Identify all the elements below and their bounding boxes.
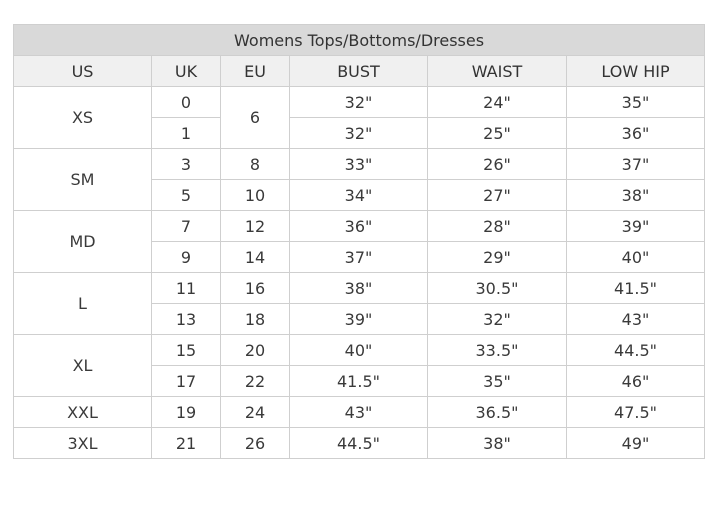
waist-cell: 35" — [428, 366, 567, 397]
bust-cell: 44.5" — [290, 428, 428, 459]
eu-size-cell: 6 — [221, 87, 290, 149]
low-hip-cell: 38" — [567, 180, 705, 211]
title-row — [14, 25, 705, 56]
us-size-cell: L — [14, 273, 152, 335]
eu-size-cell: 8 — [221, 149, 290, 180]
column-header-eu: EU — [221, 56, 290, 87]
uk-size-cell: 7 — [152, 211, 221, 242]
waist-cell: 25" — [428, 118, 567, 149]
uk-size-cell: 3 — [152, 149, 221, 180]
eu-size-cell: 22 — [221, 366, 290, 397]
table-title: Womens Tops/Bottoms/Dresses — [14, 25, 705, 56]
bust-cell: 32" — [290, 87, 428, 118]
bust-cell: 32" — [290, 118, 428, 149]
eu-size-cell: 10 — [221, 180, 290, 211]
uk-size-cell: 13 — [152, 304, 221, 335]
bust-cell: 40" — [290, 335, 428, 366]
waist-cell: 26" — [428, 149, 567, 180]
bust-cell: 43" — [290, 397, 428, 428]
eu-size-cell: 26 — [221, 428, 290, 459]
bust-cell: 34" — [290, 180, 428, 211]
bust-cell: 37" — [290, 242, 428, 273]
uk-size-cell: 9 — [152, 242, 221, 273]
low-hip-cell: 36" — [567, 118, 705, 149]
low-hip-cell: 44.5" — [567, 335, 705, 366]
low-hip-cell: 39" — [567, 211, 705, 242]
eu-size-cell: 12 — [221, 211, 290, 242]
low-hip-cell: 49" — [567, 428, 705, 459]
uk-size-cell: 17 — [152, 366, 221, 397]
eu-size-cell: 20 — [221, 335, 290, 366]
waist-cell: 24" — [428, 87, 567, 118]
us-size-cell: XXL — [14, 397, 152, 428]
us-size-cell: MD — [14, 211, 152, 273]
table-row — [14, 335, 705, 366]
low-hip-cell: 47.5" — [567, 397, 705, 428]
us-size-cell: XS — [14, 87, 152, 149]
size-chart-table — [13, 24, 705, 459]
waist-cell: 28" — [428, 211, 567, 242]
table-row — [14, 87, 705, 118]
table-row — [14, 211, 705, 242]
column-header-us: US — [14, 56, 152, 87]
uk-size-cell: 15 — [152, 335, 221, 366]
table-row — [14, 273, 705, 304]
us-size-cell: SM — [14, 149, 152, 211]
table-row — [14, 149, 705, 180]
column-header-waist: WAIST — [428, 56, 567, 87]
uk-size-cell: 21 — [152, 428, 221, 459]
table-row — [14, 428, 705, 459]
table-row — [14, 397, 705, 428]
uk-size-cell: 0 — [152, 87, 221, 118]
uk-size-cell: 19 — [152, 397, 221, 428]
waist-cell: 38" — [428, 428, 567, 459]
uk-size-cell: 1 — [152, 118, 221, 149]
column-header-bust: BUST — [290, 56, 428, 87]
low-hip-cell: 43" — [567, 304, 705, 335]
eu-size-cell: 18 — [221, 304, 290, 335]
eu-size-cell: 16 — [221, 273, 290, 304]
eu-size-cell: 14 — [221, 242, 290, 273]
header-row — [14, 56, 705, 87]
waist-cell: 27" — [428, 180, 567, 211]
bust-cell: 39" — [290, 304, 428, 335]
low-hip-cell: 35" — [567, 87, 705, 118]
uk-size-cell: 5 — [152, 180, 221, 211]
column-header-low-hip: LOW HIP — [567, 56, 705, 87]
uk-size-cell: 11 — [152, 273, 221, 304]
waist-cell: 32" — [428, 304, 567, 335]
bust-cell: 36" — [290, 211, 428, 242]
low-hip-cell: 46" — [567, 366, 705, 397]
bust-cell: 38" — [290, 273, 428, 304]
column-header-uk: UK — [152, 56, 221, 87]
waist-cell: 30.5" — [428, 273, 567, 304]
us-size-cell: 3XL — [14, 428, 152, 459]
waist-cell: 33.5" — [428, 335, 567, 366]
low-hip-cell: 41.5" — [567, 273, 705, 304]
bust-cell: 41.5" — [290, 366, 428, 397]
waist-cell: 36.5" — [428, 397, 567, 428]
bust-cell: 33" — [290, 149, 428, 180]
us-size-cell: XL — [14, 335, 152, 397]
waist-cell: 29" — [428, 242, 567, 273]
low-hip-cell: 40" — [567, 242, 705, 273]
eu-size-cell: 24 — [221, 397, 290, 428]
low-hip-cell: 37" — [567, 149, 705, 180]
